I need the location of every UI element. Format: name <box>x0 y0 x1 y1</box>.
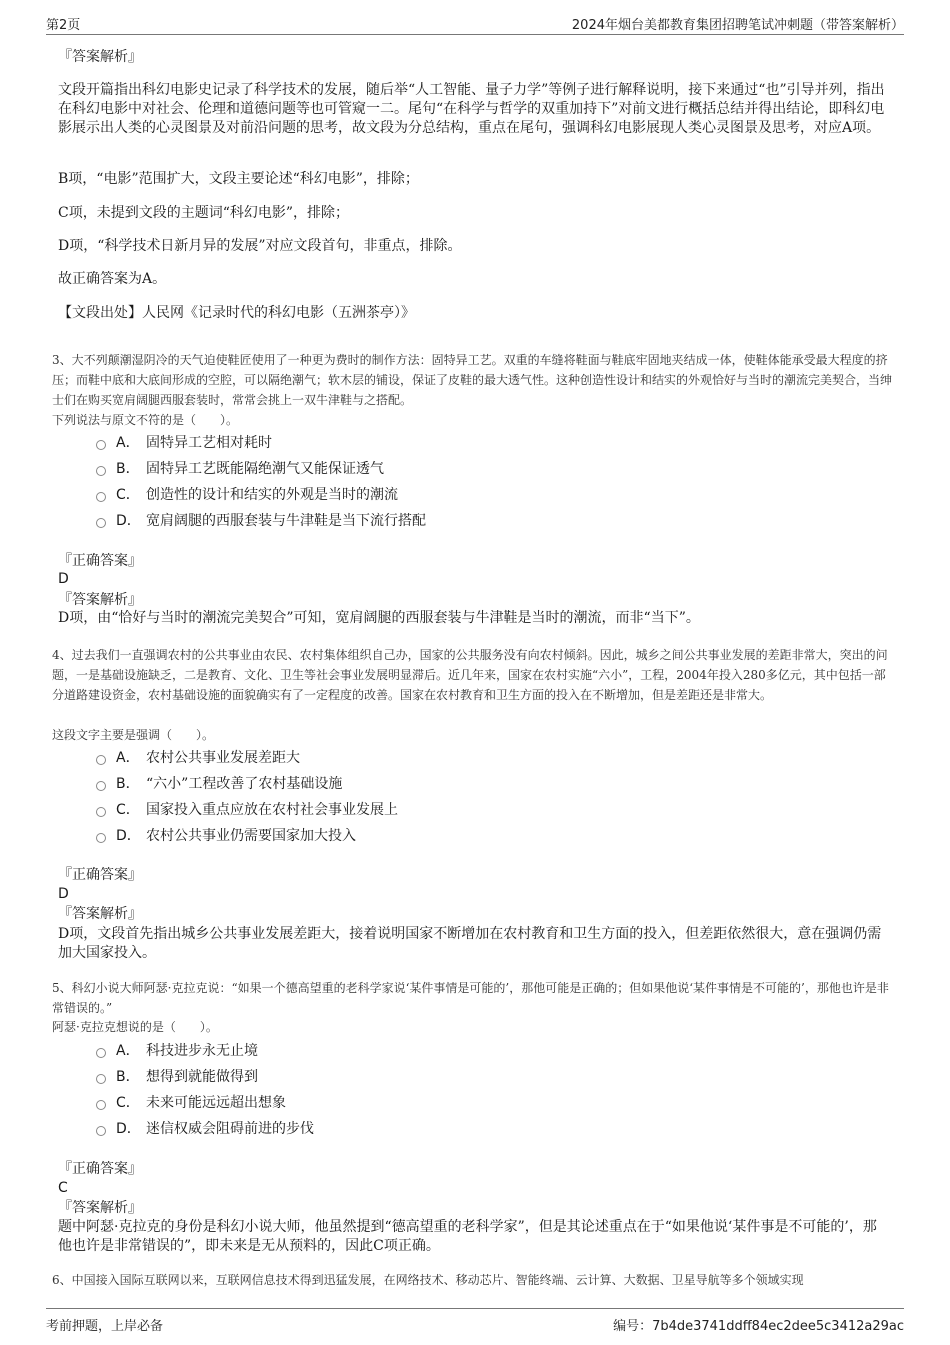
q5-option-c[interactable]: C． 未来可能远远超出想象 <box>96 1089 314 1115</box>
q5-option-d[interactable]: D． 迷信权威会阻碍前进的步伐 <box>96 1115 314 1141</box>
q2-option-b-note: B项，“电影”范围扩大，文段主要论述“科幻电影”，排除； <box>58 171 419 187</box>
q4-analysis: D项，文段首先指出城乡公共事业发展差距大，接着说明国家不断增加在农村教育和卫生方面的投入，但差距依然很大，意在强调仍需加大国家投入。 <box>58 926 882 961</box>
q5-options <box>96 1037 314 1141</box>
q3-answer: D <box>58 571 69 587</box>
q5-option-b[interactable]: B． 想得到就能做得到 <box>96 1063 314 1089</box>
page-header <box>46 10 904 35</box>
q3-option-b[interactable]: B． 固特异工艺既能隔绝潮气又能保证透气 <box>96 455 426 481</box>
radio-icon[interactable] <box>96 518 106 528</box>
q4-prompt: 这段文字主要是强调（ ）。 <box>52 728 215 742</box>
q3-analysis: D项，由“恰好与当时的潮流完美契合”可知，宽肩阔腿的西服套装与牛津鞋是当时的潮流，而非“当下”。 <box>58 610 700 626</box>
page-footer <box>46 1308 904 1339</box>
q2-analysis-tag: 『答案解析』 <box>58 49 142 65</box>
radio-icon[interactable] <box>96 466 106 476</box>
q6-stem-partial: 6、中国接入国际互联网以来，互联网信息技术得到迅猛发展，在网络技术、移动芯片、智能终端、云计算、大数据、卫星导航等多个领域实现 <box>52 1273 804 1287</box>
q2-conclusion: 故正确答案为A。 <box>58 271 167 287</box>
q2-option-c-note: C项，未提到文段的主题词“科幻电影”，排除； <box>58 205 350 221</box>
q5-prompt: 阿瑟·克拉克想说的是（ ）。 <box>52 1020 218 1034</box>
q4-options <box>96 744 398 848</box>
q4-answer-tag: 『正确答案』 <box>58 867 142 883</box>
radio-icon[interactable] <box>96 1126 106 1136</box>
q3-answer-tag: 『正确答案』 <box>58 553 142 569</box>
q3-stem: 3、大不列颠潮湿阴冷的天气迫使鞋匠使用了一种更为费时的制作方法：固特异工艺。双重的车缝将鞋面与鞋底牢固地夹结成一体，使鞋体能承受最大程度的挤压；而鞋中底和大底间形成的空腔，可以隔绝潮气；软木层的铺设，保证了皮鞋的最大透气性。这种创造性设计和结实的外观恰好与当时的潮流完美契合，当绅士们在购买宽肩阔腿西服套装时，常常会挑上一双牛津鞋与之搭配。 <box>52 353 893 407</box>
q5-analysis: 题中阿瑟·克拉克的身份是科幻小说大师，他虽然提到“德高望重的老科学家”，但是其论述重点在于“如果他说‘某件事是不可能的’，那他也许是非常错误的”，即未来是无从预料的，因此C项正确。 <box>58 1219 877 1254</box>
q3-option-d[interactable]: D． 宽肩阔腿的西服套装与牛津鞋是当下流行搭配 <box>96 507 426 533</box>
q4-option-d[interactable]: D． 农村公共事业仍需要国家加大投入 <box>96 822 398 848</box>
radio-icon[interactable] <box>96 1100 106 1110</box>
q4-answer: D <box>58 886 69 902</box>
q5-stem: 5、科幻小说大师阿瑟·克拉克说：“如果一个德高望重的老科学家说‘某件事情是可能的’，那他可能是正确的；但如果他说‘某件事情是不可能的’，那他也许是非常错误的。” <box>52 981 889 1015</box>
q3-prompt: 下列说法与原文不符的是（ ）。 <box>52 413 239 427</box>
q5-analysis-tag: 『答案解析』 <box>58 1200 142 1216</box>
q3-option-c[interactable]: C． 创造性的设计和结实的外观是当时的潮流 <box>96 481 426 507</box>
radio-icon[interactable] <box>96 833 106 843</box>
q2-option-d-note: D项，“科学技术日新月异的发展”对应文段首句，非重点，排除。 <box>58 238 462 254</box>
q4-option-c[interactable]: C． 国家投入重点应放在农村社会事业发展上 <box>96 796 398 822</box>
radio-icon[interactable] <box>96 492 106 502</box>
q4-option-a[interactable]: A． 农村公共事业发展差距大 <box>96 744 398 770</box>
q4-analysis-tag: 『答案解析』 <box>58 906 142 922</box>
radio-icon[interactable] <box>96 807 106 817</box>
radio-icon[interactable] <box>96 755 106 765</box>
document-title: 2024年烟台美都教育集团招聘笔试冲刺题（带答案解析） <box>571 18 904 33</box>
q4-option-b[interactable]: B． “六小”工程改善了农村基础设施 <box>96 770 398 796</box>
q5-option-a[interactable]: A． 科技进步永无止境 <box>96 1037 314 1063</box>
page-number: 第2页 <box>46 18 81 33</box>
footer-slogan: 考前押题，上岸必备 <box>46 1319 164 1334</box>
q2-source: 【文段出处】人民网《记录时代的科幻电影（五洲茶亭）》 <box>58 305 415 321</box>
q3-option-a[interactable]: A． 固特异工艺相对耗时 <box>96 429 426 455</box>
q5-answer: C <box>58 1180 68 1196</box>
document-code: 编号：7b4de3741ddff84ec2dee5c3412a29ac <box>613 1319 904 1334</box>
q2-analysis-text: 文段开篇指出科幻电影史记录了科学技术的发展，随后举“人工智能、量子力学”等例子进行解释说明，接下来通过“也”引导并列，指出在科幻电影中对社会、伦理和道德问题等也可管窥一二。尾句“在科学与哲学的双重加持下”对前文进行概括总结并得出结论，即科幻电影展示出人类的心灵图景及对前沿问题的思考，故文段为分总结构，重点在尾句，强调科幻电影展现人类心灵图景及思考，对应A项。 <box>58 82 885 136</box>
radio-icon[interactable] <box>96 781 106 791</box>
radio-icon[interactable] <box>96 1048 106 1058</box>
q3-analysis-tag: 『答案解析』 <box>58 592 142 608</box>
radio-icon[interactable] <box>96 1074 106 1084</box>
q3-options <box>96 429 426 533</box>
q4-stem: 4、过去我们一直强调农村的公共事业由农民、农村集体组织自己办，国家的公共服务没有向农村倾斜。因此，城乡之间公共事业发展的差距非常大，突出的问题，一是基础设施缺乏，二是教育、文化、卫生等社会事业发展明显滞后。近几年来，国家在农村实施“六小”，工程，2004年投入280多亿元，其中包括一部分道路建设资金，农村基础设施的面貌确实有了一定程度的改善。国家在农村教育和卫生方面的投入在不断增加，但是差距还是非常大。 <box>52 648 888 702</box>
q5-answer-tag: 『正确答案』 <box>58 1161 142 1177</box>
radio-icon[interactable] <box>96 440 106 450</box>
